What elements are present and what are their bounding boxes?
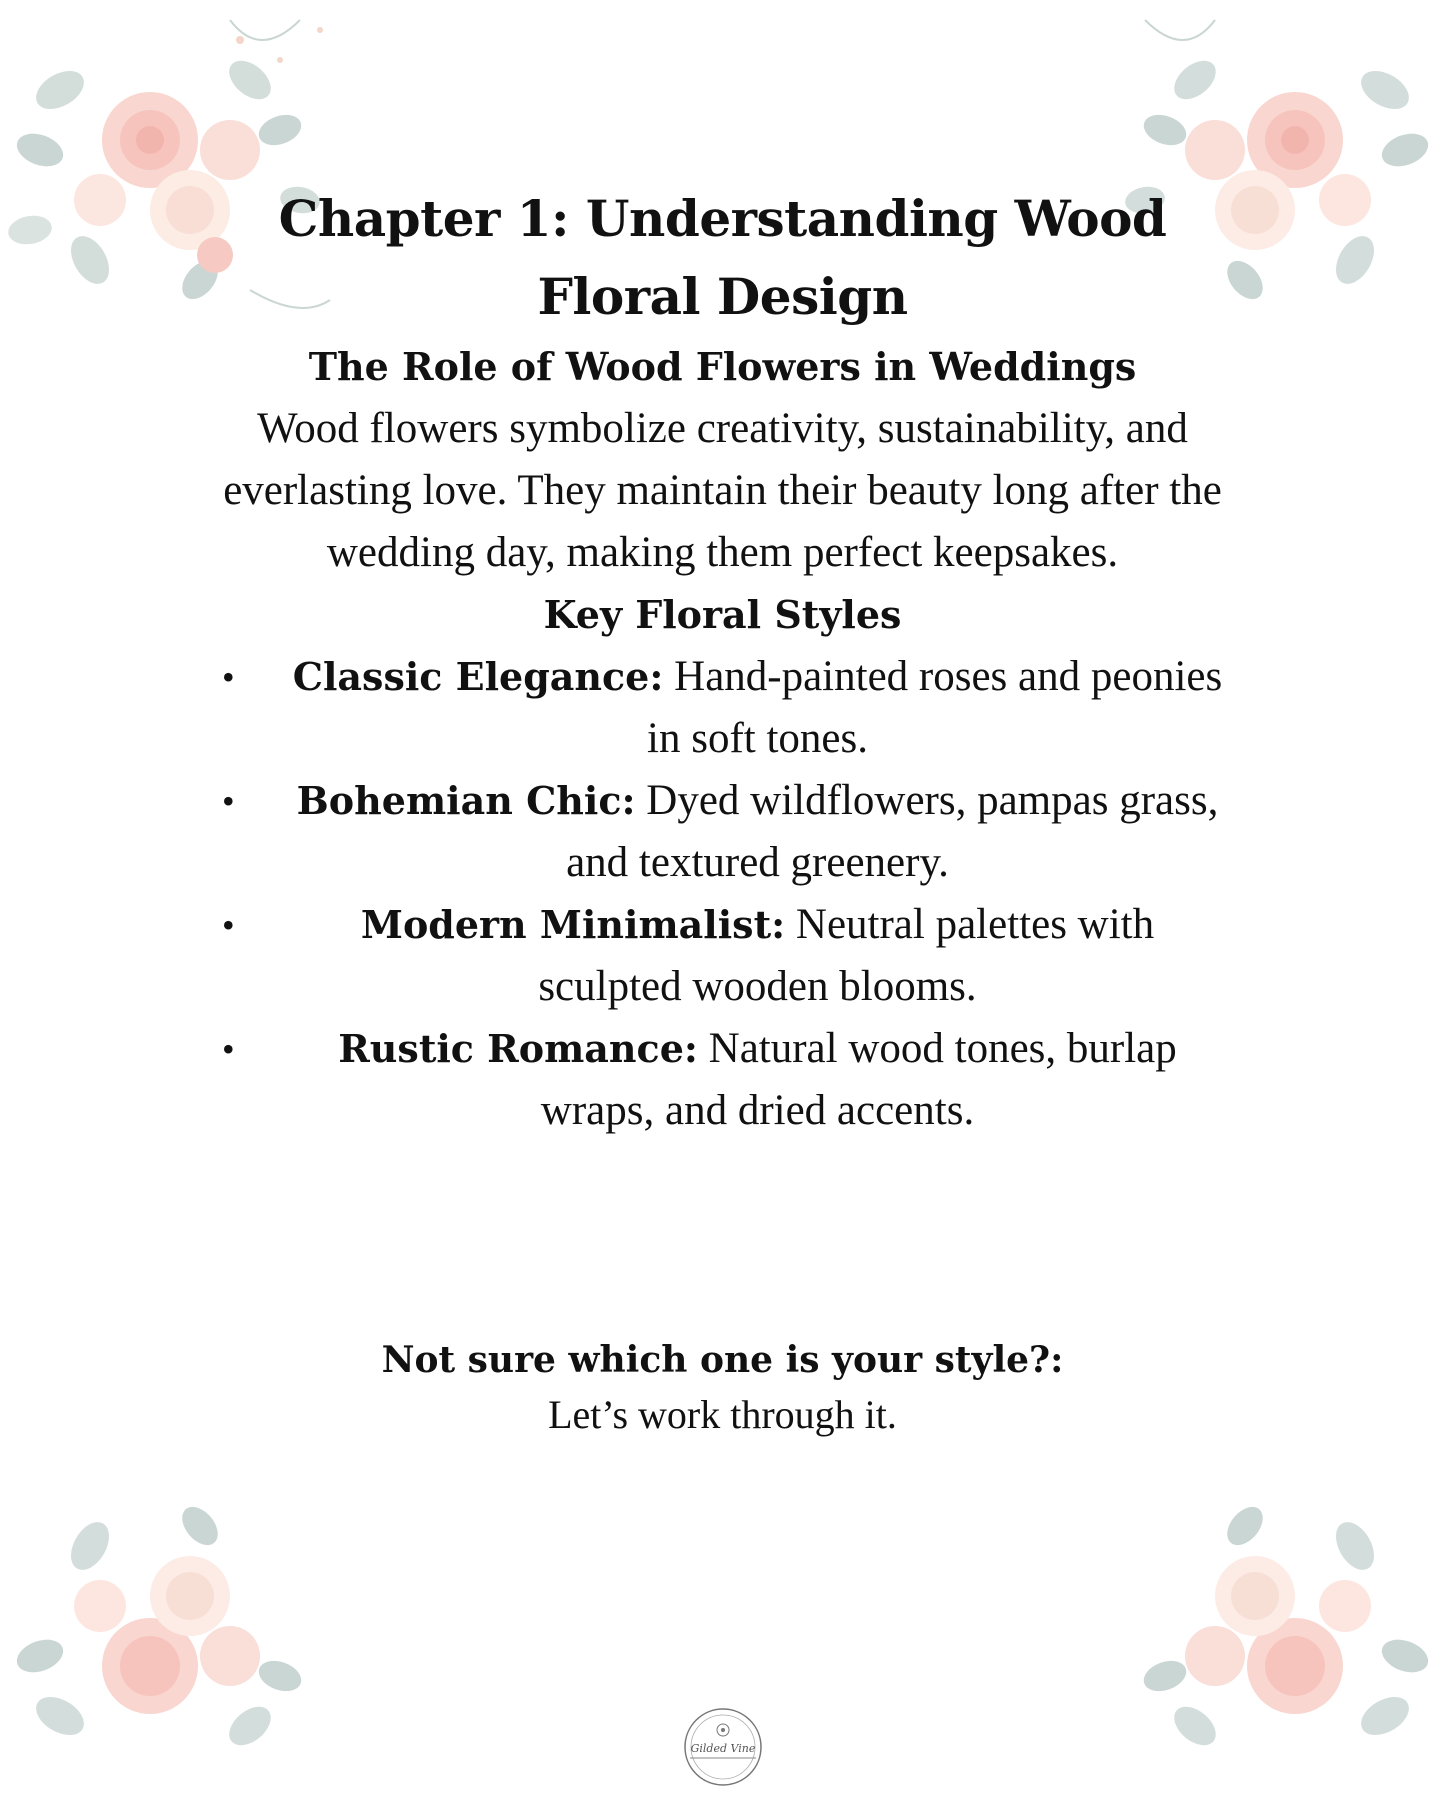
styles-list xyxy=(220,646,1225,1142)
list-item xyxy=(220,894,1225,1018)
list-item xyxy=(220,1018,1225,1142)
style-description: Hand-painted roses and peonies in soft tones. xyxy=(647,653,1223,762)
closing-question: Not sure which one is your style?: xyxy=(381,1339,1064,1381)
style-description: Dyed wildflowers, pampas grass, and textured greenery. xyxy=(566,777,1219,886)
closing-answer: Let’s work through it. xyxy=(548,1392,897,1437)
style-description: Neutral palettes with sculpted wooden blooms. xyxy=(538,901,1155,1010)
chapter-title: Chapter 1: Understanding Wood Floral Design xyxy=(278,189,1167,326)
floral-corner-bottom-left xyxy=(0,1406,400,1806)
section-heading: The Role of Wood Flowers in Weddings xyxy=(308,344,1137,389)
floral-bouquet-icon xyxy=(1045,1406,1445,1806)
style-description: Natural wood tones, burlap wraps, and dried accents. xyxy=(540,1025,1177,1134)
brand-logo xyxy=(682,1706,764,1788)
style-name: Rustic Romance: xyxy=(338,1026,698,1071)
style-name: Bohemian Chic: xyxy=(296,778,636,823)
style-name: Classic Elegance: xyxy=(292,654,664,699)
intro-paragraph: Wood flowers symbolize creativity, sustainability, and everlasting love. They maintain their beauty long after the wedding day, making them perfect keepsakes. xyxy=(223,405,1222,576)
styles-heading: Key Floral Styles xyxy=(543,592,902,637)
closing-block xyxy=(220,1332,1225,1442)
list-item xyxy=(220,646,1225,770)
floral-corner-bottom-right xyxy=(1045,1406,1445,1806)
bullet-icon: • xyxy=(222,781,235,821)
bullet-icon: • xyxy=(222,657,235,697)
bullet-icon: • xyxy=(222,905,235,945)
page-content xyxy=(220,180,1225,1142)
style-name: Modern Minimalist: xyxy=(360,902,786,947)
logo-text: Gilded Vine xyxy=(690,1742,756,1755)
bullet-icon: • xyxy=(222,1029,235,1069)
floral-bouquet-icon xyxy=(0,1406,400,1806)
list-item xyxy=(220,770,1225,894)
